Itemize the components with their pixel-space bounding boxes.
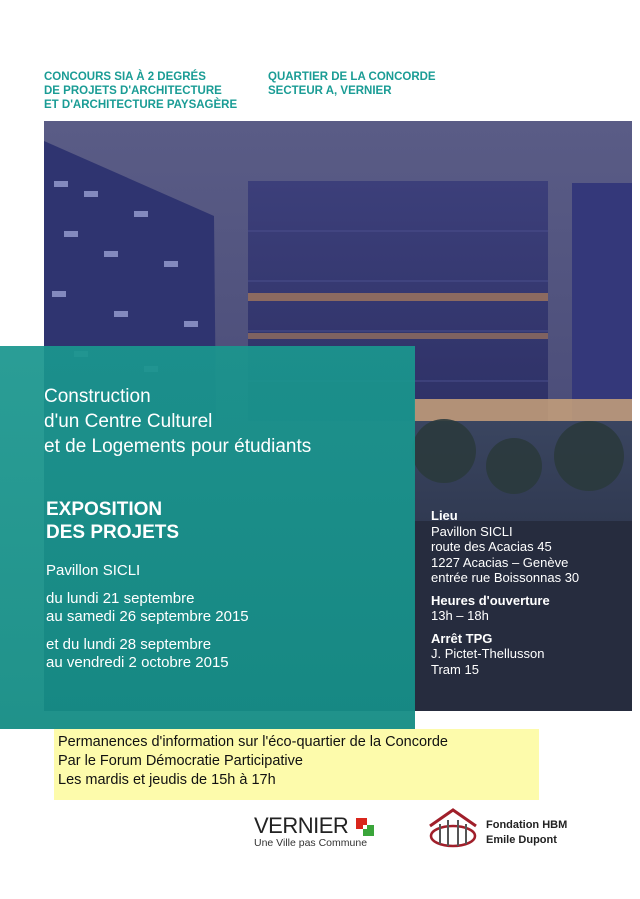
lieu-line: Pavillon SICLI (431, 523, 513, 539)
project-title (44, 384, 311, 459)
vernier-wordmark: VERNIER (254, 813, 349, 838)
expo-line: DES PROJETS (46, 522, 180, 543)
hours-value: 13h – 18h (431, 608, 489, 623)
tpg-line: Tram 15 (431, 661, 479, 677)
notice-line: Permanences d'information sur l'éco-quartier de la Concorde (58, 734, 448, 750)
notice-line: Par le Forum Démocratie Participative (58, 753, 303, 769)
hbm-name (486, 818, 567, 848)
hbm-logo (426, 806, 568, 855)
hours-label: Heures d'ouverture (431, 592, 550, 608)
date-line: et du lundi 28 septembre (46, 636, 212, 653)
header-line: CONCOURS SIA À 2 DEGRÉS (44, 71, 206, 83)
lieu-line: entrée rue Boissonnas 30 (431, 570, 580, 585)
title-line: Construction (44, 386, 151, 407)
vernier-tagline: Une Ville pas Commune (254, 837, 368, 849)
date-line: du lundi 21 septembre (46, 590, 195, 607)
header-line: DE PROJETS D'ARCHITECTURE (44, 85, 222, 97)
vernier-mark-icon (356, 818, 374, 836)
practical-info (431, 508, 579, 677)
expo-line: EXPOSITION (46, 499, 163, 520)
vernier-logo (254, 813, 367, 849)
header-line: QUARTIER DE LA CONCORDE (268, 71, 436, 83)
lieu-line: 1227 Acacias – Genève (431, 554, 569, 570)
notice-line: Les mardis et jeudis de 15h à 17h (58, 772, 276, 788)
date-line: au samedi 26 septembre 2015 (46, 608, 249, 625)
title-line: et de Logements pour étudiants (44, 436, 312, 457)
exhibition-dates (46, 590, 249, 672)
location-header (268, 70, 436, 98)
date-line: au vendredi 2 octobre 2015 (46, 654, 229, 671)
header-line: ET D'ARCHITECTURE PAYSAGÈRE (44, 99, 238, 111)
exhibition-panel (0, 346, 415, 729)
hbm-house-icon (426, 806, 480, 850)
exhibition-heading (46, 498, 179, 544)
lieu-label: Lieu (431, 508, 458, 523)
information-notice (54, 729, 539, 800)
hbm-line: Emile Dupont (486, 834, 557, 846)
title-line: d'un Centre Culturel (44, 411, 213, 432)
header-line: SECTEUR A, VERNIER (268, 85, 392, 97)
venue-name: Pavillon SICLI (46, 562, 141, 579)
hbm-line: Fondation HBM (486, 819, 568, 831)
tpg-line: J. Pictet-Thellusson (431, 646, 545, 661)
tpg-label: Arrêt TPG (431, 630, 493, 646)
lieu-line: route des Acacias 45 (431, 539, 552, 554)
competition-header (44, 70, 237, 112)
